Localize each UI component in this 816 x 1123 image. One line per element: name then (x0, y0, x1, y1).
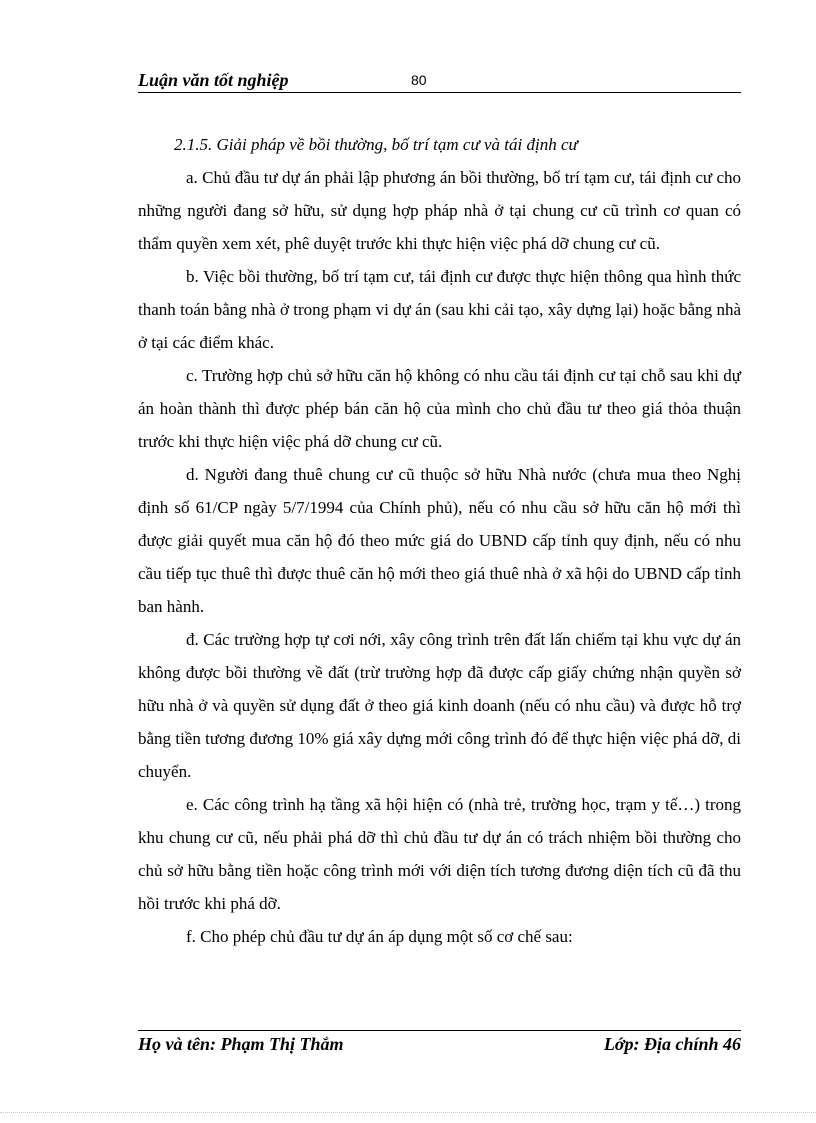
paragraph-f: f. Cho phép chủ đầu tư dự án áp dụng một số cơ chế sau: (186, 927, 573, 946)
paragraph-e: e. Các công trình hạ tầng xã hội hiện có (nhà trẻ, trường học, trạm y tế…) trong khu chung cư cũ, nếu phải phá dỡ thì chủ đầu tư dự án có trách nhiệm bồi thường cho chủ sở hữu bằng tiền hoặc công trình mới với diện tích tương đương diện tích cũ đã thu hồi trước khi phá dỡ. (138, 795, 741, 913)
paragraph-dd: đ. Các trường hợp tự cơi nới, xây công trình trên đất lấn chiếm tại khu vực dự án không được bồi thường về đất (trừ trường hợp đã được cấp giấy chứng nhận quyền sở hữu nhà ở và quyền sử dụng đất ở theo giá kinh doanh (nếu có nhu cầu) và được hỗ trợ bằng tiền tương đương 10% giá xây dựng mới công trình đó để thực hiện việc phá dỡ, di chuyển. (138, 630, 741, 781)
class-info: Lớp: Địa chính 46 (603, 1034, 741, 1054)
paragraph-c: c. Trường hợp chủ sở hữu căn hộ không có nhu cầu tái định cư tại chỗ sau khi dự án hoàn thành thì được phép bán căn hộ của mình cho chủ đầu tư theo giá thỏa thuận trước khi thực hiện việc phá dỡ chung cư cũ. (138, 366, 741, 451)
paragraph-a: a. Chủ đầu tư dự án phải lập phương án bồi thường, bố trí tạm cư, tái định cư cho những người đang sở hữu, sử dụng hợp pháp nhà ở tại chung cư cũ trình cơ quan có thẩm quyền xem xét, phê duyệt trước khi thực hiện việc phá dỡ chung cư cũ. (138, 168, 741, 253)
document-body (138, 128, 741, 953)
document-title: Luận văn tốt nghiệp (138, 70, 289, 90)
page-header (138, 68, 741, 93)
footer-divider (138, 1030, 741, 1031)
author-name: Họ và tên: Phạm Thị Thắm (138, 1034, 344, 1054)
page-number: 80 (411, 72, 427, 88)
paragraph-d: d. Người đang thuê chung cư cũ thuộc sở hữu Nhà nước (chưa mua theo Nghị định số 61/CP ngày 5/7/1994 của Chính phủ), nếu có nhu cầu sở hữu căn hộ mới thì được giải quyết mua căn hộ đó theo mức giá do UBND cấp tỉnh quy định, nếu có nhu cầu tiếp tục thuê thì được thuê căn hộ mới theo giá thuê nhà ở xã hội do UBND cấp tỉnh ban hành. (138, 465, 741, 616)
section-heading: 2.1.5. Giải pháp về bồi thường, bố trí tạm cư và tái định cư (174, 135, 578, 154)
paragraph-b: b. Việc bồi thường, bố trí tạm cư, tái định cư được thực hiện thông qua hình thức thanh toán bằng nhà ở trong phạm vi dự án (sau khi cải tạo, xây dựng lại) hoặc bằng nhà ở tại các điểm khác. (138, 267, 741, 352)
page-bottom-rule (0, 1112, 816, 1113)
